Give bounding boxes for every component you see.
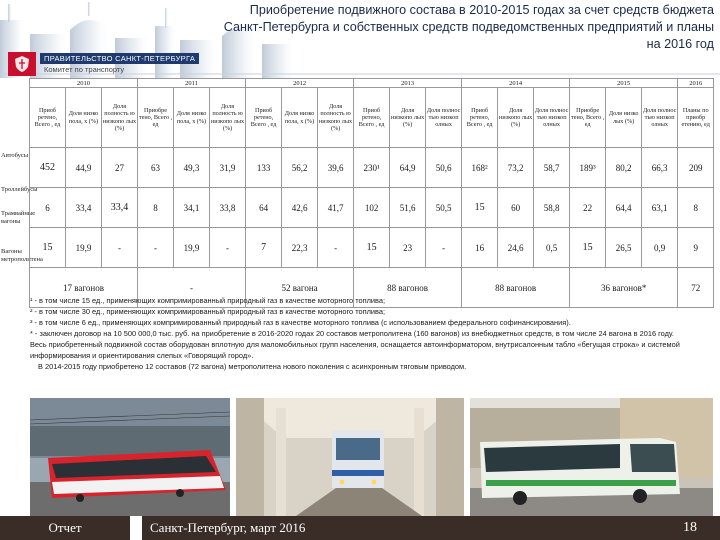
table-cell: 24,6 [498,228,534,268]
table-cell: 34,1 [174,188,210,228]
footer-separator [130,516,142,540]
year-header-row [30,79,714,88]
row-label-trolleybuses: Троллейбусы [1,186,38,193]
table-cell: 31,9 [210,148,246,188]
table-cell: 73,2 [498,148,534,188]
column-header: Доля низко пола, х (%) [66,88,102,148]
year-header: 2016 [678,79,714,88]
footnote: ¹ - в том числе 15 ед., применяющих компримированный природный газ в качестве моторного топлива; [30,296,386,305]
table-row [30,148,714,188]
table-cell: 0,5 [534,228,570,268]
column-header: Доля полность ю низкопо лых (%) [210,88,246,148]
government-name: ПРАВИТЕЛЬСТВО САНКТ-ПЕТЕРБУРГА [40,53,199,64]
table-cell: 49,3 [174,148,210,188]
table-cell: 230¹ [354,148,390,188]
year-header: 2014 [462,79,570,88]
table-cell: 60 [498,188,534,228]
column-header: Доля низкопо лых (%) [390,88,426,148]
table-cell: 51,6 [390,188,426,228]
header [0,0,720,78]
table-cell: 19,9 [66,228,102,268]
table-cell: 17 вагонов [30,268,138,308]
table-cell: 63,1 [642,188,678,228]
table-cell: 33,8 [210,188,246,228]
footnote: ² - в том числе 30 ед., применяющих компримированный природный газ в качестве моторного топлива; [30,307,386,316]
column-header: Доля полность ю низкопо лых (%) [318,88,354,148]
subheader-row [30,88,714,148]
footnotes [30,295,714,372]
table-cell: 452 [30,148,66,188]
table-cell: 9 [678,228,714,268]
footnote: ³ - в том числе 6 ед., применяющих компримированный природный газ в качестве моторного топлива (с использованием федерального софинансирования). [30,318,571,327]
tram-photo [30,398,230,516]
table-cell: 22,3 [282,228,318,268]
year-header: 2012 [246,79,354,88]
row-label-metro-cars: Вагоны метрополитена [1,248,43,263]
table-cell: 15 [30,228,66,268]
column-header: Планы по приобр етению, ед [678,88,714,148]
column-header: Приобре тено, Всего , ед [138,88,174,148]
table-cell: 168² [462,148,498,188]
year-header: 2011 [138,79,246,88]
table-row [30,188,714,228]
column-header: Приоб ретено, Всего , ед [462,88,498,148]
table-cell: 6 [30,188,66,228]
table-cell: 26,5 [606,228,642,268]
column-header: Приоб ретено, Всего , ед [30,88,66,148]
table-cell: 15 [570,228,606,268]
table-cell: - [102,228,138,268]
table-cell: 88 вагонов [462,268,570,308]
column-header: Приобре тено, Всего , ед [570,88,606,148]
table-cell: 102 [354,188,390,228]
year-header: 2015 [570,79,678,88]
row-label-tram-cars: Трамвайные вагоны [1,210,36,225]
table-cell: 33,4 [102,188,138,228]
column-header: Приоб ретено, Всего , ед [246,88,282,148]
year-header: 2010 [30,79,138,88]
table-cell: 39,6 [318,148,354,188]
table-cell: 33,4 [66,188,102,228]
column-header: Доля низко лых (%) [606,88,642,148]
metro-photo [236,398,464,516]
column-header: Доля низко пола, х (%) [174,88,210,148]
column-header: Доля полнос тью низкоп олных [534,88,570,148]
table-cell: 133 [246,148,282,188]
table-cell: 7 [246,228,282,268]
table-cell: 50,6 [426,148,462,188]
column-header: Приоб ретено, Всего , ед [354,88,390,148]
table-cell: 22 [570,188,606,228]
table-cell: 16 [462,228,498,268]
bus-photo [470,398,713,516]
coat-of-arms-icon [8,52,36,76]
table-cell: 36 вагонов* [570,268,678,308]
table-cell: 0,9 [642,228,678,268]
committee-name: Комитет по транспорту [44,65,125,74]
table-cell: 80,2 [606,148,642,188]
table-cell: 209 [678,148,714,188]
table-cell: 88 вагонов [354,268,462,308]
column-header: Доля низкопо лых (%) [498,88,534,148]
table-cell: 58,7 [534,148,570,188]
table-cell: - [138,268,246,308]
column-header: Доля полнос тью низкоп олных [642,88,678,148]
table-cell: 27 [102,148,138,188]
table-cell: 41,7 [318,188,354,228]
table-cell: 19,9 [174,228,210,268]
table-cell: 15 [354,228,390,268]
footer-location-date: Санкт-Петербург, март 2016 [150,520,306,535]
table-cell: 15 [462,188,498,228]
table-cell: 44,9 [66,148,102,188]
table-cell: 66,3 [642,148,678,188]
government-logo [8,52,199,76]
column-header: Доля полнос тью низкоп олных [426,88,462,148]
footnote: Весь приобретенный подвижной состав оборудован вплотную для маломобильных групп населения, оснащается автоинформатором, внутрисалонным табло «бегущая строка» и системой информирования и ориентирования слепых «Говорящий город». [30,340,680,360]
column-header: Доля низко пола, х (%) [282,88,318,148]
table-cell: 63 [138,148,174,188]
table-cell: 23 [390,228,426,268]
page-number: 18 [683,520,697,535]
row-label-buses: Автобусы [1,152,29,159]
table-cell: - [210,228,246,268]
table-cell: - [318,228,354,268]
table-cell: 52 вагона [246,268,354,308]
page-title: Приобретение подвижного состава в 2010-2015 годах за счет средств бюджета Санкт-Петербурга и собственных средств подведомственных предприятий и планы на 2016 год [223,3,714,51]
table-cell: 42,6 [282,188,318,228]
table-cell: 189³ [570,148,606,188]
table-cell: 50,5 [426,188,462,228]
rolling-stock-table [29,78,714,308]
table-cell: 8 [678,188,714,228]
year-header: 2013 [354,79,462,88]
table-cell: - [138,228,174,268]
table-cell: 58,8 [534,188,570,228]
column-header: Доля полность ю низкопо лых (%) [102,88,138,148]
table-cell: 64,4 [606,188,642,228]
table-cell: 64 [246,188,282,228]
footer [0,516,720,540]
footnote: * - заключен договор на 10 500 000,0 тыс. руб. на приобретение в 2016-2020 годах 20 составов метрополитена (160 вагонов) из внебюджетных средств, в том числе 24 вагона в 2016 году. [30,329,674,338]
table-cell: 64,9 [390,148,426,188]
table-cell: 56,2 [282,148,318,188]
table-cell: 72 [678,268,714,308]
table-row [30,228,714,268]
table-cell: - [426,228,462,268]
table-cell: 8 [138,188,174,228]
footer-report-label: Отчет [48,520,82,535]
footnote: В 2014-2015 году приобретено 12 составов (72 вагона) метрополитена нового поколения с асинхронным тяговым приводом. [38,362,467,371]
